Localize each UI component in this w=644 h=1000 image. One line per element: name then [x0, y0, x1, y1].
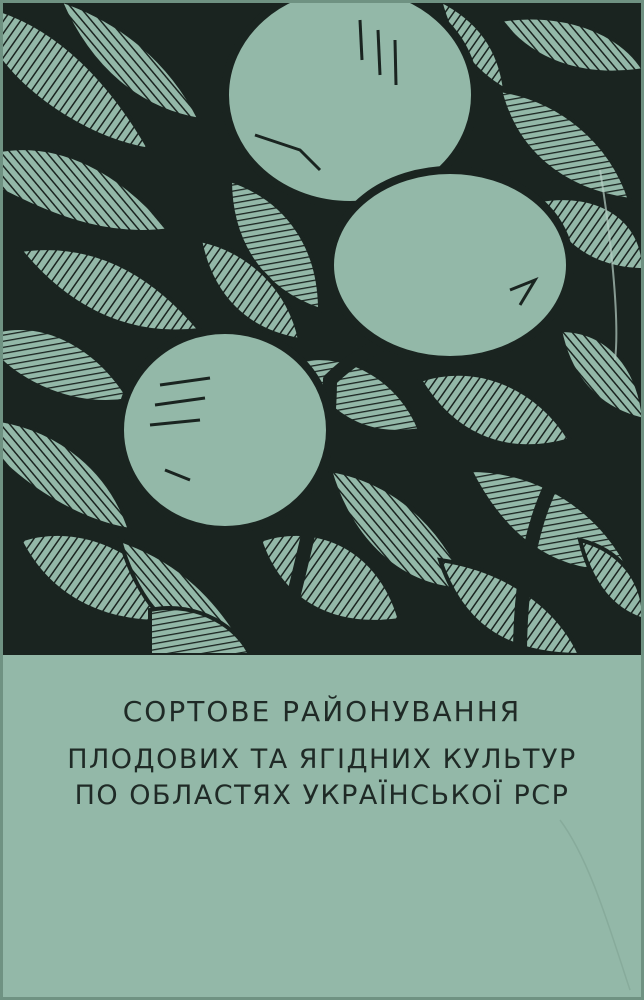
cover-title — [0, 695, 644, 814]
title-line-1: СОРТОВЕ РАЙОНУВАННЯ — [122, 695, 522, 728]
title-line-3: ПО ОБЛАСТЯХ УКРАЇНСЬКОЇ РСР — [74, 780, 570, 811]
title-line-2: ПЛОДОВИХ ТА ЯГІДНИХ КУЛЬТУР — [67, 744, 577, 775]
